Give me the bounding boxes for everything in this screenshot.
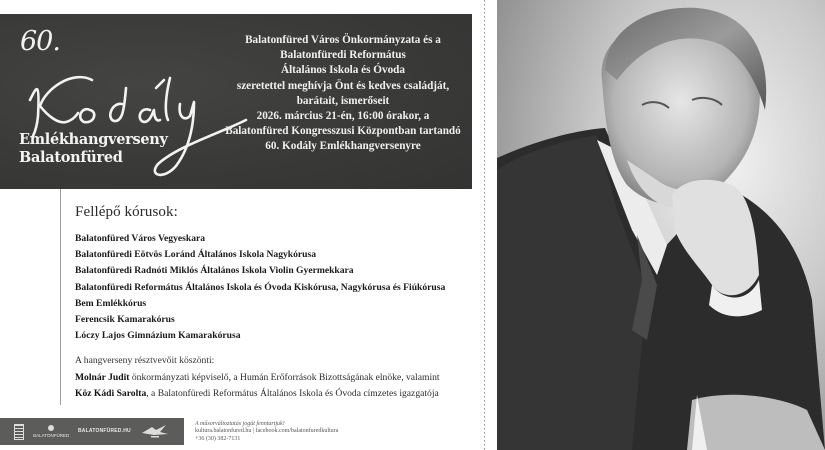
choir-item: Lóczy Lajos Gimnázium Kamarakórusa (75, 330, 241, 342)
choirs-heading: Fellépő kórusok: (75, 204, 178, 220)
cut-line-divider (484, 0, 485, 450)
speaker2-name: Köz Kádi Sarolta (75, 387, 147, 399)
speaker-line-1 (75, 370, 475, 386)
footer-phone: +36 (30) 382-7131 (195, 435, 241, 442)
vertical-rule (60, 189, 61, 405)
choir-item: Balatonfüredi Református Általános Iskola és Óvoda Kiskórusa, Nagykórusa és Fiúkórusa (75, 281, 446, 293)
program-change-note: A műsorváltoztatás jogát fenntartjuk! (195, 421, 285, 427)
kodaly-portrait (497, 0, 825, 450)
footer-info (195, 421, 338, 443)
bird-icon (140, 423, 170, 439)
event-title-line2: Balatonfüred (19, 149, 123, 166)
invitation-line: 60. Kodály Emlékhangversenyre (265, 140, 421, 153)
city-crest-icon (14, 424, 24, 440)
choir-list (75, 231, 475, 344)
speaker2-role: , a Balatonfüredi Református Általános Iskola és Óvoda címzetes igazgatója (146, 387, 439, 399)
invitation-line: Általános Iskola és Óvoda (280, 64, 406, 77)
balatonfured-logo-label: BALATONFÜRED (33, 433, 70, 438)
program-content (75, 204, 475, 401)
footer-links[interactable]: kultura.balatonfured.hu | facebook.com/balatonfuredkultura (195, 428, 339, 435)
invitation-line: szeretettel meghívja Önt és kedves családját, (236, 79, 450, 92)
speaker-line-2 (75, 386, 475, 402)
edition-number: 60. (20, 26, 60, 57)
balatonfured-logo (33, 425, 69, 438)
balatonfured-hu-logo: BALATONFÜRED.HU (78, 428, 131, 434)
greeting-intro: A hangverseny résztvevőit köszönti: (75, 355, 215, 367)
speaker1-role: önkormányzati képviselő, a Humán Erőforrások Bizottságának elnöke, valamint (129, 372, 440, 384)
event-title (19, 131, 168, 167)
emblem-icon (48, 425, 54, 431)
invitation-line: Balatonfüred Város Önkormányzata és a (245, 34, 441, 46)
invitation-text (212, 33, 474, 155)
choir-item: Balatonfüred Város Vegyeskara (75, 233, 206, 244)
event-title-line1: Emlékhangverseny (19, 131, 168, 148)
invitation-line: Balatonfüredi Református (280, 49, 406, 62)
invitation-line: 2026. március 21-én, 16:00 órakor, a (256, 110, 430, 123)
culture-bird-logo (140, 423, 170, 440)
choir-item: Balatonfüredi Eötvös Loránd Általános Iskola Nagykórusa (75, 249, 317, 261)
choir-item: Ferencsik Kamarakórus (75, 314, 175, 326)
title-banner (0, 14, 472, 189)
greeting-speakers (75, 370, 475, 401)
invitation-line: barátait, ismerőseit (296, 94, 390, 107)
choir-item: Balatonfüredi Radnóti Miklós Általános Iskola Violin Gyermekkara (75, 265, 354, 277)
portrait-image (497, 0, 825, 450)
invitation-line: Balatonfüred Kongresszusi Központban tartandó (225, 125, 461, 138)
sponsor-logo-bar (0, 418, 184, 445)
speaker1-name: Molnár Judit (75, 372, 130, 384)
choir-item: Bem Emlékkórus (75, 297, 147, 309)
